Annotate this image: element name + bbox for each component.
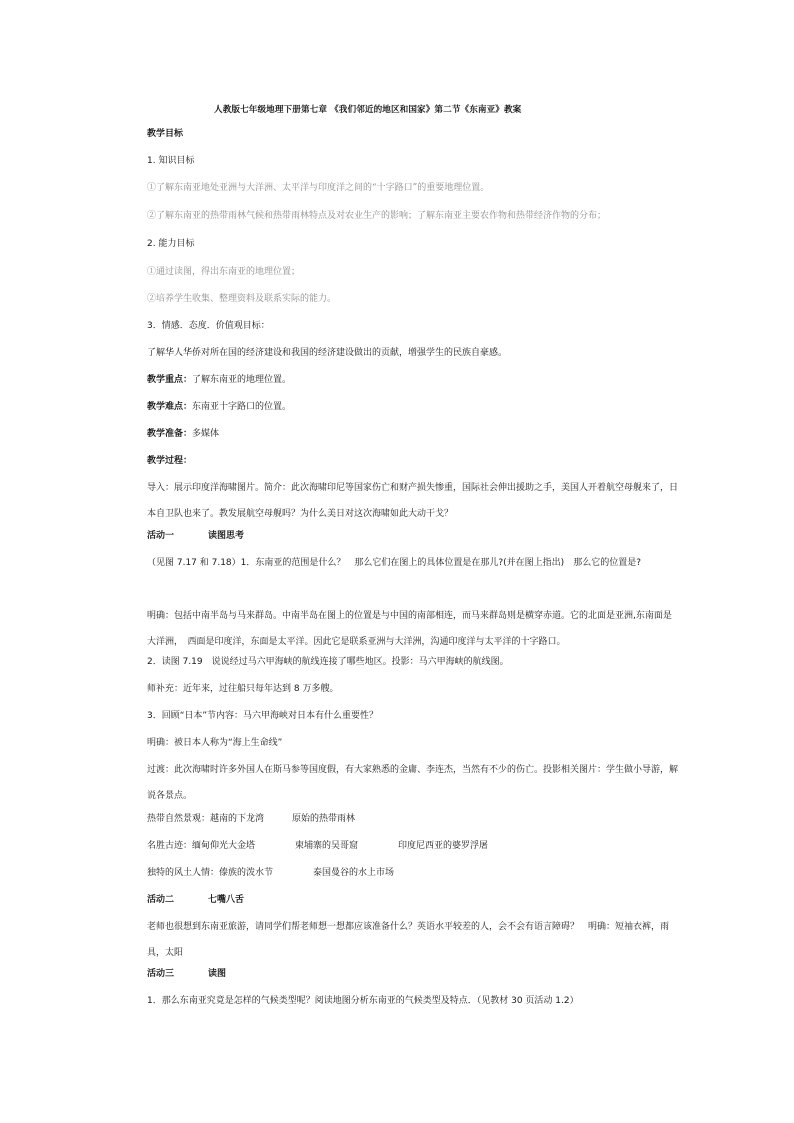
preparation-label: 教学准备： [147,429,193,439]
ability-item-2: ②培养学生收集、整理资料及联系实际的能力。 [147,294,337,304]
sites-item-a: 缅甸仰光大金塔 [192,841,256,851]
sites-label: 名胜古迹： [147,841,193,851]
knowledge-heading: 1. 知识目标 [147,156,195,166]
teacher-supplement: 师补充：近年来，过往船只每年达到 8 万多艘。 [147,684,339,694]
sites-item-c: 印度尼西亚的婆罗浮屠 [398,841,489,851]
sites-item-b: 柬埔寨的吴哥窟 [295,841,359,851]
key-point [147,374,679,387]
activity-1-heading [147,530,679,543]
preparation [147,428,679,441]
activity-1-title: 读图思考 [208,531,245,541]
difficult-point [147,401,679,414]
ability-item-1: ①通过读图，得出东南亚的地理位置； [147,267,301,277]
objectives-heading: 教学目标 [147,129,184,139]
activity-3-label: 活动三 [147,969,175,979]
difficult-point-label: 教学难点： [147,402,193,412]
emotion-heading: 3．情感．态度．价值观目标： [147,321,270,331]
process-heading: 教学过程： [147,456,193,466]
document-title: 人教版七年级地理下册第七章 《我们邻近的地区和国家》第二节《东南亚》教案 [214,105,522,115]
intro-paragraph: 导入：展示印度洋海啸图片。简介：此次海啸印尼等国家伤亡和财产损失惨重，国际社会伸出援助之手，美国人开着航空母舰来了，日本自卫队也来了。教发展航空母舰吗？为什么美日对这次海啸如此大动干戈？ [147,483,679,519]
key-point-text: 了解东南亚的地理位置。 [192,375,292,385]
activity-2-label: 活动二 [147,895,175,905]
question-1: （见图 7.17 和 7.18）1．东南亚的范围是什么？ 那么它们在图上的具体位置是在那儿?(并在图上指出) 那么它的位置是? [147,558,641,568]
answer-3: 明确：被日本人称为“海上生命线” [147,738,283,748]
preparation-text: 多媒体 [192,429,220,439]
ability-heading: 2. 能力目标 [147,239,195,249]
scenery-label: 热带自然景观： [147,814,211,824]
activity-3-title: 读图 [208,969,227,979]
customs-item-b: 泰国曼谷的水上市场 [313,868,395,878]
knowledge-item-1: ①了解东南亚地处亚洲与大洋洲、太平洋与印度洋之间的“十字路口”的重要地理位置。 [147,183,490,193]
transition-paragraph: 过渡：此次海啸时许多外国人在斯马参等国度假，有大家熟悉的金庸、李连杰，当然有不少的伤亡。投影相关图片：学生做小导游，解说各景点。 [147,765,679,801]
sites-row [147,840,679,853]
key-point-label: 教学重点： [147,375,193,385]
emotion-text: 了解华人华侨对所在国的经济建设和我国的经济建设做出的贡献，增强学生的民族自豪感。 [147,348,508,358]
activity-2-heading [147,894,679,907]
activity-1-label: 活动一 [147,531,175,541]
activity-2-paragraph: 老师也很想到东南亚旅游，请同学们帮老师想一想都应该准备什么？英语水平较差的人，会不会有语言障碍？ 明确：短袖衣裤，雨具，太阳 [147,922,670,958]
scenery-item-b: 原始的热带雨林 [292,814,356,824]
customs-label: 独特的风土人情： [147,868,220,878]
activity-2-title: 七嘴八舌 [208,895,245,905]
question-4: 1．那么东南亚究竟是怎样的气候类型呢？阅读地图分析东南亚的气候类型及特点．（见教材 30 页活动 1.2） [147,996,579,1006]
customs-item-a: 傣族的泼水节 [219,868,274,878]
scenery-row [147,813,679,826]
knowledge-item-2: ②了解东南亚的热带雨林气候和热带雨林特点及对农业生产的影响；了解东南亚主要农作物和热带经济作物的分布； [147,211,607,221]
activity-3-heading [147,968,679,981]
question-2: 2．读图 7.19 说说经过马六甲海峡的航线连接了哪些地区。投影：马六甲海峡的航线图。 [147,657,509,667]
answer-1: 明确：包括中南半岛与马来群岛。中南半岛在图上的位置是与中国的南部相连，而马来群岛则是横穿赤道。它的北面是亚洲,东南面是大洋洲， 西面是印度洋，东面是太平洋。因此它是联系亚洲与大洋洲，沟通印度洋与太平洋的十字路口。 [147,611,672,647]
customs-row [147,867,679,880]
difficult-point-text: 东南亚十字路口的位置。 [192,402,292,412]
scenery-item-a: 越南的下龙湾 [210,814,265,824]
question-3: 3．回顾“日本”节内容：马六甲海峡对日本有什么重要性？ [147,711,379,721]
